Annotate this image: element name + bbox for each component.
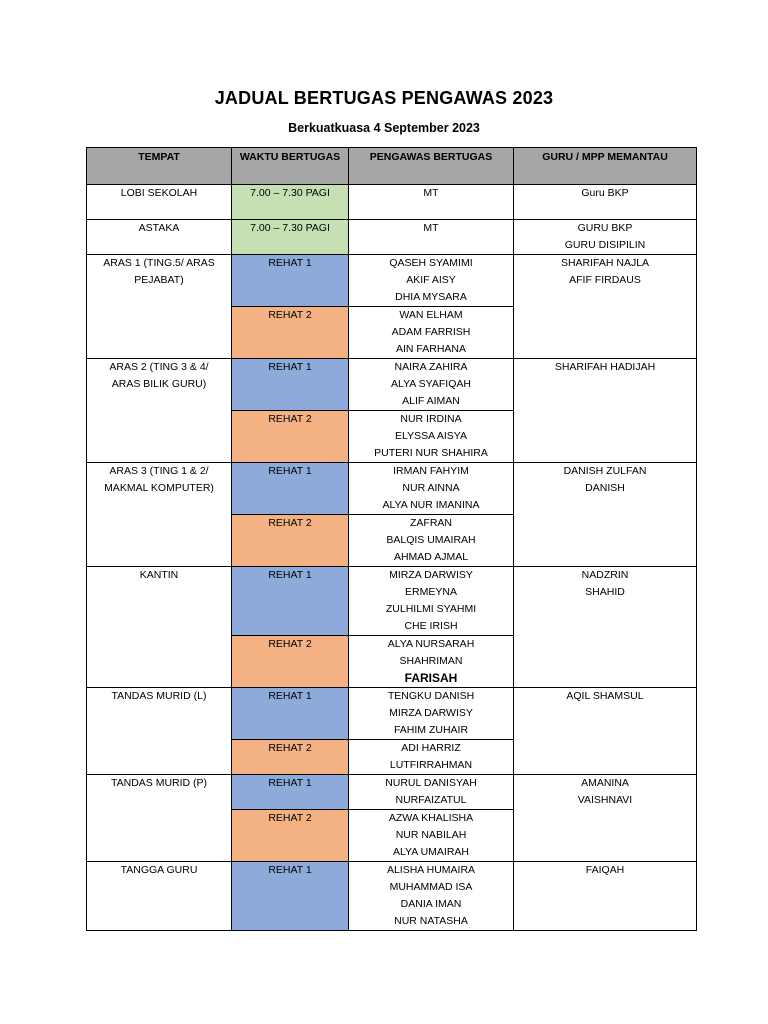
header-guru: GURU / MPP MEMANTAU [514, 148, 697, 185]
cell-waktu [232, 862, 349, 931]
prefect-name: TENGKU DANISH [387, 690, 475, 702]
monitor-name: FAIQAH [585, 864, 625, 876]
cell-tempat [87, 567, 232, 688]
cell-pengawas [349, 307, 514, 359]
monitor-name: AMANINA [581, 777, 629, 789]
cell-tempat [87, 463, 232, 567]
header-tempat: TEMPAT [87, 148, 232, 185]
time-label: REHAT 1 [268, 257, 312, 269]
place-line: ARAS BILIK GURU) [111, 378, 207, 390]
cell-pengawas [349, 185, 514, 220]
cell-waktu [232, 740, 349, 775]
table-row [87, 775, 697, 810]
prefect-name: CHE IRISH [404, 620, 458, 632]
cell-pengawas [349, 220, 514, 255]
prefect-name: ADI HARRIZ [401, 742, 461, 754]
prefect-name: ERMEYNA [405, 586, 457, 598]
cell-waktu [232, 220, 349, 255]
place-line: ARAS 3 (TING 1 & 2/ [109, 465, 209, 477]
cell-pengawas [349, 463, 514, 515]
cell-waktu [232, 359, 349, 411]
monitor-name: DANISH [585, 482, 625, 494]
table-header-row [87, 148, 697, 185]
prefect-name: IRMAN FAHYIM [393, 465, 469, 477]
time-label: REHAT 2 [268, 742, 312, 754]
prefect-name: LUTFIRRAHMAN [389, 759, 473, 771]
cell-pengawas [349, 810, 514, 862]
time-label: REHAT 1 [268, 465, 312, 477]
time-label: REHAT 1 [268, 569, 312, 581]
cell-pengawas [349, 255, 514, 307]
cell-tempat [87, 862, 232, 931]
prefect-name: ALIF AIMAN [402, 395, 460, 407]
header-pengawas: PENGAWAS BERTUGAS [349, 148, 514, 185]
cell-waktu [232, 567, 349, 636]
cell-pengawas [349, 740, 514, 775]
cell-guru [514, 775, 697, 862]
time-label: REHAT 2 [268, 638, 312, 650]
prefect-name: MT [423, 222, 439, 234]
prefect-name: NUR NABILAH [395, 829, 467, 841]
prefect-name: MIRZA DARWISY [389, 707, 473, 719]
prefect-name: PUTERI NUR SHAHIRA [374, 447, 488, 459]
prefect-name: FAHIM ZUHAIR [393, 724, 469, 736]
prefect-name: MIRZA DARWISY [389, 569, 473, 581]
prefect-name: BALQIS UMAIRAH [386, 534, 476, 546]
cell-waktu [232, 411, 349, 463]
time-label: REHAT 1 [268, 777, 312, 789]
place-line: MAKMAL KOMPUTER) [104, 482, 214, 494]
cell-waktu [232, 307, 349, 359]
prefect-name: AHMAD AJMAL [393, 551, 469, 563]
page-title: JADUAL BERTUGAS PENGAWAS 2023 [214, 88, 554, 108]
table-row [87, 862, 697, 931]
time-label: REHAT 2 [268, 413, 312, 425]
cell-guru [514, 185, 697, 220]
prefect-name: FARISAH [404, 671, 458, 685]
prefect-name: QASEH SYAMIMI [389, 257, 473, 269]
cell-tempat [87, 255, 232, 359]
cell-guru [514, 463, 697, 567]
table-row [87, 255, 697, 307]
prefect-name: NUR IRDINA [400, 413, 462, 425]
cell-guru [514, 862, 697, 931]
prefect-name: NURFAIZATUL [395, 794, 467, 806]
cell-tempat [87, 688, 232, 775]
prefect-name: NAIRA ZAHIRA [394, 361, 468, 373]
place-line: TANDAS MURID (L) [111, 690, 207, 702]
cell-tempat [87, 185, 232, 220]
prefect-name: ALYA SYAFIQAH [391, 378, 471, 390]
time-label: REHAT 1 [268, 361, 312, 373]
table-row [87, 359, 697, 411]
cell-guru [514, 255, 697, 359]
prefect-name: MT [423, 187, 439, 199]
prefect-name: DANIA IMAN [400, 898, 462, 910]
prefect-name: ALYA NUR IMANINA [382, 499, 480, 511]
prefect-name: ALYA UMAIRAH [392, 846, 470, 858]
cell-tempat [87, 359, 232, 463]
prefect-name: ADAM FARRISH [391, 326, 471, 338]
prefect-name: AZWA KHALISHA [388, 812, 474, 824]
cell-waktu [232, 185, 349, 220]
cell-pengawas [349, 359, 514, 411]
place-line: ARAS 2 (TING 3 & 4/ [109, 361, 209, 373]
table-row [87, 463, 697, 515]
duty-schedule-table [86, 147, 697, 931]
cell-guru [514, 688, 697, 775]
cell-waktu [232, 255, 349, 307]
prefect-name: NURUL DANISYAH [385, 777, 477, 789]
monitor-name: GURU BKP [577, 222, 633, 234]
cell-pengawas [349, 775, 514, 810]
monitor-name: AQIL SHAMSUL [566, 690, 644, 702]
prefect-name: WAN ELHAM [399, 309, 463, 321]
cell-tempat [87, 220, 232, 255]
prefect-name: AKIF AISY [406, 274, 456, 286]
monitor-name: DANISH ZULFAN [563, 465, 647, 477]
monitor-name: Guru BKP [581, 187, 629, 199]
table-row [87, 185, 697, 220]
prefect-name: AIN FARHANA [395, 343, 466, 355]
cell-waktu [232, 810, 349, 862]
place-line: ARAS 1 (TING.5/ ARAS [103, 257, 215, 269]
prefect-name: ELYSSA AISYA [395, 430, 467, 442]
cell-guru [514, 359, 697, 463]
cell-pengawas [349, 567, 514, 636]
table-body [87, 185, 697, 931]
place-line: KANTIN [139, 569, 179, 581]
cell-tempat [87, 775, 232, 862]
time-label: 7.00 – 7.30 PAGI [250, 222, 330, 234]
monitor-name: GURU DISIPILIN [564, 239, 646, 251]
table-row [87, 567, 697, 636]
cell-guru [514, 567, 697, 688]
prefect-name: ZULHILMI SYAHMI [385, 603, 477, 615]
monitor-name: VAISHNAVI [577, 794, 633, 806]
cell-waktu [232, 688, 349, 740]
cell-pengawas [349, 515, 514, 567]
header-waktu: WAKTU BERTUGAS [232, 148, 349, 185]
table-row [87, 220, 697, 255]
place-line: LOBI SEKOLAH [120, 187, 198, 199]
prefect-name: ZAFRAN [410, 517, 452, 529]
cell-pengawas [349, 636, 514, 688]
monitor-name: SHAHID [585, 586, 625, 598]
table-row [87, 688, 697, 740]
cell-guru [514, 220, 697, 255]
prefect-name: DHIA MYSARA [395, 291, 467, 303]
monitor-name: SHARIFAH HADIJAH [554, 361, 656, 373]
monitor-name: AFIF FIRDAUS [569, 274, 641, 286]
cell-waktu [232, 636, 349, 688]
cell-pengawas [349, 688, 514, 740]
cell-waktu [232, 515, 349, 567]
time-label: REHAT 2 [268, 517, 312, 529]
time-label: 7.00 – 7.30 PAGI [250, 187, 330, 199]
place-line: PEJABAT) [134, 274, 184, 286]
prefect-name: SHAHRIMAN [399, 655, 463, 667]
prefect-name: ALYA NURSARAH [387, 638, 475, 650]
monitor-name: SHARIFAH NAJLA [560, 257, 650, 269]
place-line: TANDAS MURID (P) [110, 777, 208, 789]
cell-pengawas [349, 862, 514, 931]
page-subtitle: Berkuatkuasa 4 September 2023 [288, 121, 480, 135]
prefect-name: NUR AINNA [402, 482, 460, 494]
time-label: REHAT 1 [268, 690, 312, 702]
prefect-name: NUR NATASHA [394, 915, 468, 927]
time-label: REHAT 2 [268, 309, 312, 321]
place-line: ASTAKA [138, 222, 180, 234]
cell-pengawas [349, 411, 514, 463]
prefect-name: ALISHA HUMAIRA [386, 864, 476, 876]
place-line: TANGGA GURU [120, 864, 198, 876]
prefect-name: MUHAMMAD ISA [389, 881, 473, 893]
time-label: REHAT 2 [268, 812, 312, 824]
time-label: REHAT 1 [268, 864, 312, 876]
cell-waktu [232, 775, 349, 810]
cell-waktu [232, 463, 349, 515]
monitor-name: NADZRIN [581, 569, 629, 581]
